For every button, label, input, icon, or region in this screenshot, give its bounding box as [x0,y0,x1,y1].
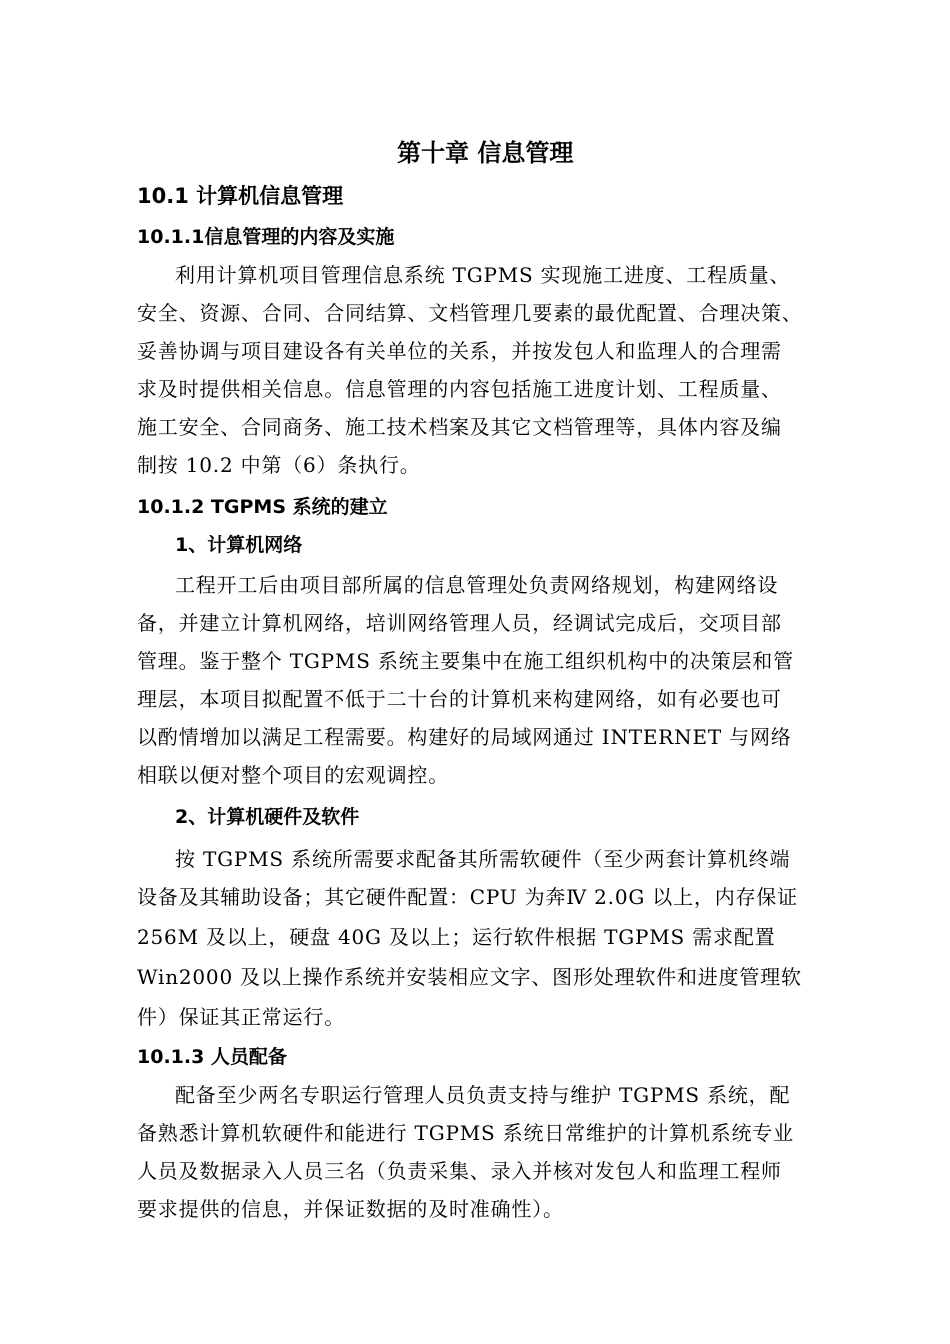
paragraph-line: Win2000 及以上操作系统并安装相应文字、图形处理软件和进度管理软 [137,965,802,989]
paragraph-line: 按 TGPMS 系统所需要求配备其所需软硬件（至少两套计算机终端 [175,847,791,871]
paragraph-line: 备，并建立计算机网络，培训网络管理人员，经调试完成后，交项目部 [137,611,782,635]
paragraph-line: 安全、资源、合同、合同结算、文档管理几要素的最优配置、合理决策、 [137,301,803,325]
paragraph-line: 设备及其辅助设备；其它硬件配置：CPU 为奔Ⅳ 2.0G 以上，内存保证 [137,885,798,909]
subheading-hardware-software: 2、计算机硬件及软件 [175,806,360,828]
paragraph-line: 妥善协调与项目建设各有关单位的关系，并按发包人和监理人的合理需 [137,339,782,363]
paragraph-line: 工程开工后由项目部所属的信息管理处负责网络规划，构建网络设 [175,573,779,597]
paragraph-line: 256M 及以上，硬盘 40G 及以上；运行软件根据 TGPMS 需求配置 [137,925,776,949]
paragraph-line: 件）保证其正常运行。 [137,1005,345,1029]
section-heading-10-1-3: 10.1.3 人员配备 [137,1046,287,1068]
chapter-title: 第十章 信息管理 [397,139,574,167]
paragraph-line: 求及时提供相关信息。信息管理的内容包括施工进度计划、工程质量、 [137,377,782,401]
paragraph-line: 利用计算机项目管理信息系统 TGPMS 实现施工进度、工程质量、 [175,263,791,287]
paragraph-line: 制按 10.2 中第（6）条执行。 [137,453,421,477]
paragraph-line: 要求提供的信息，并保证数据的及时准确性）。 [137,1197,564,1221]
paragraph-line: 人员及数据录入人员三名（负责采集、录入并核对发包人和监理工程师 [137,1159,782,1183]
paragraph-line: 备熟悉计算机软硬件和能进行 TGPMS 系统日常维护的计算机系统专业 [137,1121,794,1145]
paragraph-line: 管理。鉴于整个 TGPMS 系统主要集中在施工组织机构中的决策层和管 [137,649,794,673]
paragraph-line: 相联以便对整个项目的宏观调控。 [137,763,449,787]
paragraph-line: 施工安全、合同商务、施工技术档案及其它文档管理等，具体内容及编 [137,415,782,439]
paragraph-line: 理层，本项目拟配置不低于二十台的计算机来构建网络，如有必要也可 [137,687,782,711]
paragraph-line: 配备至少两名专职运行管理人员负责支持与维护 TGPMS 系统，配 [175,1083,791,1107]
section-heading-10-1: 10.1 计算机信息管理 [137,184,344,208]
subheading-network: 1、计算机网络 [175,534,303,556]
section-heading-10-1-1: 10.1.1信息管理的内容及实施 [137,226,395,248]
paragraph-line: 以酌情增加以满足工程需要。构建好的局域网通过 INTERNET 与网络 [137,725,792,749]
section-heading-10-1-2: 10.1.2 TGPMS 系统的建立 [137,496,388,518]
